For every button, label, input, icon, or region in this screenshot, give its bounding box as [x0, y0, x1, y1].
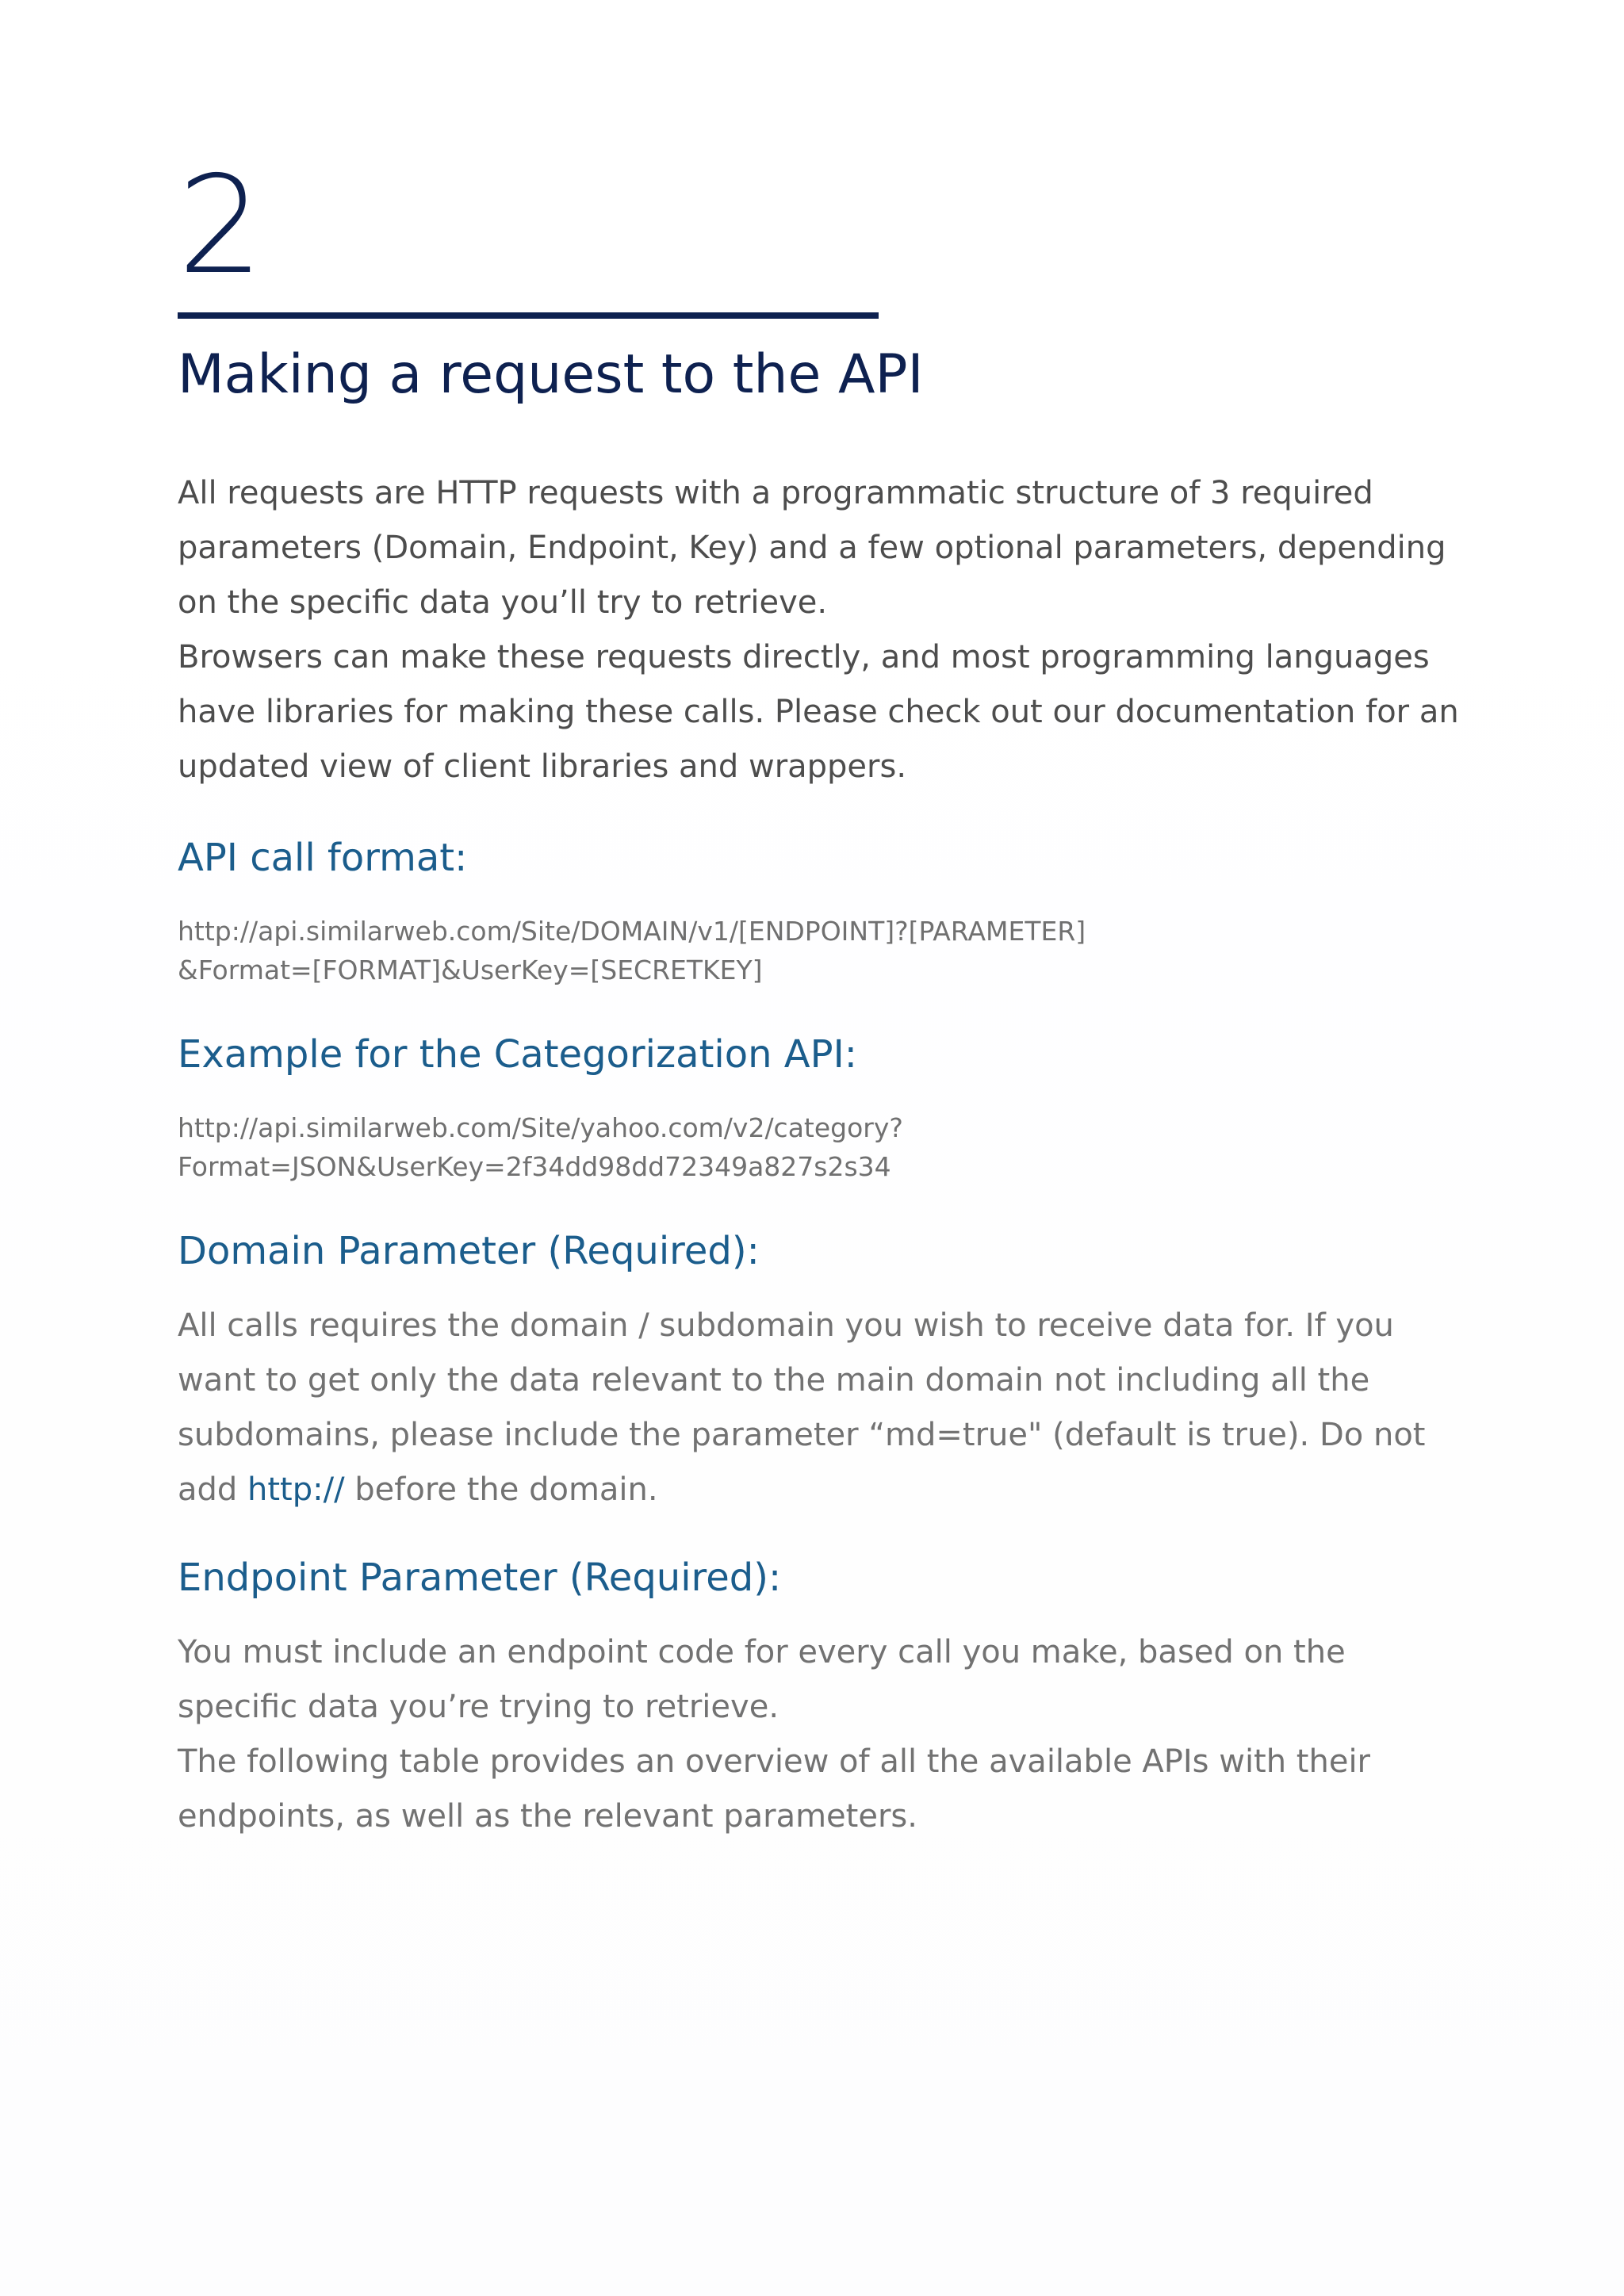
endpoint-paragraph: You must include an endpoint code for every call you make, based on the specific data you’re trying to retrieve.: [178, 1634, 1346, 1725]
code-line: http://api.similarweb.com/Site/yahoo.com/v2/category?: [178, 1112, 903, 1143]
categorization-example-code: [178, 1108, 903, 1186]
domain-parameter-paragraph: [178, 1299, 1462, 1517]
domain-parameter-text: [178, 1299, 1462, 1517]
chapter-title: Making a request to the API: [178, 343, 924, 406]
endpoint-paragraph: The following table provides an overview of all the available APIs with their endpoints, as well as the relevant parameters.: [178, 1743, 1371, 1835]
categorization-example-heading: Example for the Categorization API:: [178, 1032, 857, 1077]
intro-paragraph: All requests are HTTP requests with a programmatic structure of 3 required parameters (Domain, Endpoint, Key) and a few optional parameters, depending on the specific data you’ll try to retrieve.: [178, 475, 1446, 621]
domain-text-after-link: before the domain.: [344, 1471, 658, 1508]
endpoint-parameter-text: [178, 1625, 1462, 1844]
endpoint-parameter-heading: Endpoint Parameter (Required):: [178, 1556, 782, 1600]
domain-text-before-link: All calls requires the domain / subdomain you wish to receive data for. If you want to get only the data relevant to the main domain not including all the subdomains, please include the parameter “md=true" (default is true). Do not add: [178, 1307, 1426, 1508]
code-line: &Format=[FORMAT]&UserKey=[SECRETKEY]: [178, 955, 763, 985]
chapter-divider: [178, 312, 879, 319]
api-call-format-heading: API call format:: [178, 836, 468, 880]
code-line: http://api.similarweb.com/Site/DOMAIN/v1/[ENDPOINT]?[PARAMETER]: [178, 916, 1086, 947]
http-link[interactable]: http://: [247, 1471, 345, 1508]
domain-parameter-heading: Domain Parameter (Required):: [178, 1229, 760, 1273]
api-call-format-code: [178, 912, 1086, 989]
chapter-number: 2: [178, 147, 262, 304]
intro-text: [178, 466, 1462, 794]
code-line: Format=JSON&UserKey=2f34dd98dd72349a827s2s34: [178, 1151, 891, 1182]
intro-paragraph: Browsers can make these requests directly, and most programming languages have libraries for making these calls. Please check out our documentation for an updated view of client libraries and wrappers.: [178, 639, 1459, 785]
